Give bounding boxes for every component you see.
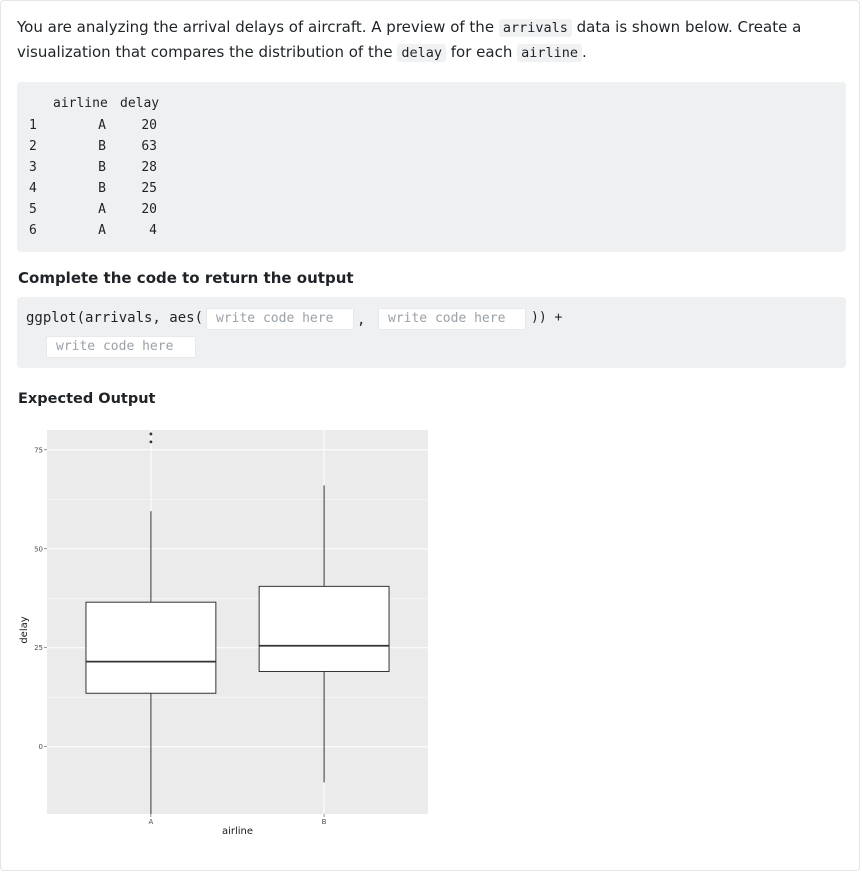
x-axis-ticks [149,814,327,826]
cell-airline: B [98,181,106,196]
cell-delay: 4 [149,223,157,238]
code-comma: , [357,312,366,328]
code-suffix: )) + [531,310,563,325]
x-tick-label: B [321,818,327,826]
x-tick-label: A [148,818,154,826]
code-blank-3[interactable]: write code here [46,336,196,358]
cell-airline: A [98,202,106,217]
cell-delay: 20 [141,202,157,217]
row-index: 3 [29,160,37,175]
box-iqr [86,602,216,693]
row-index: 5 [29,202,37,217]
expected-output-title: Expected Output [18,391,156,407]
y-tick-label: 25 [34,644,43,653]
y-tick-label: 0 [38,743,43,752]
prompt-text: for each [445,43,518,61]
prompt-text: data is shown below. Create a visualization that compares the distribution of the [17,18,802,61]
cell-delay: 63 [141,139,157,154]
cell-airline: A [98,118,106,133]
column-header-airline: airline [53,96,108,111]
outlier-point [150,440,153,443]
x-axis-title: airline [221,826,254,837]
cell-airline: B [98,139,106,154]
cell-airline: A [98,223,106,238]
cell-delay: 28 [141,160,157,175]
y-tick-label: 50 [34,545,43,554]
row-index: 1 [29,118,37,133]
prompt-text: You are analyzing the arrival delays of aircraft. A preview of the [17,18,499,36]
y-tick-label: 75 [34,446,43,455]
cell-airline: B [98,160,106,175]
cell-delay: 25 [141,181,157,196]
row-index: 4 [29,181,37,196]
y-axis-title: delay [19,616,30,644]
code-arrivals: arrivals [499,19,572,37]
y-axis-ticks [34,446,47,751]
row-index: 2 [29,139,37,154]
column-header-delay: delay [120,96,160,111]
code-airline: airline [517,44,582,62]
code-prefix: ggplot(arrivals, aes( [26,310,204,326]
outlier-point [150,433,153,436]
cell-delay: 20 [141,118,157,133]
boxplot-chart [1,1,861,872]
box-iqr [259,586,389,671]
code-blank-2[interactable]: write code here [378,308,526,330]
section-title: Complete the code to return the output [18,269,354,287]
code-blank-1[interactable]: write code here [206,308,354,330]
prompt-text: . [582,43,587,61]
row-index: 6 [29,223,37,238]
code-delay: delay [397,44,446,62]
